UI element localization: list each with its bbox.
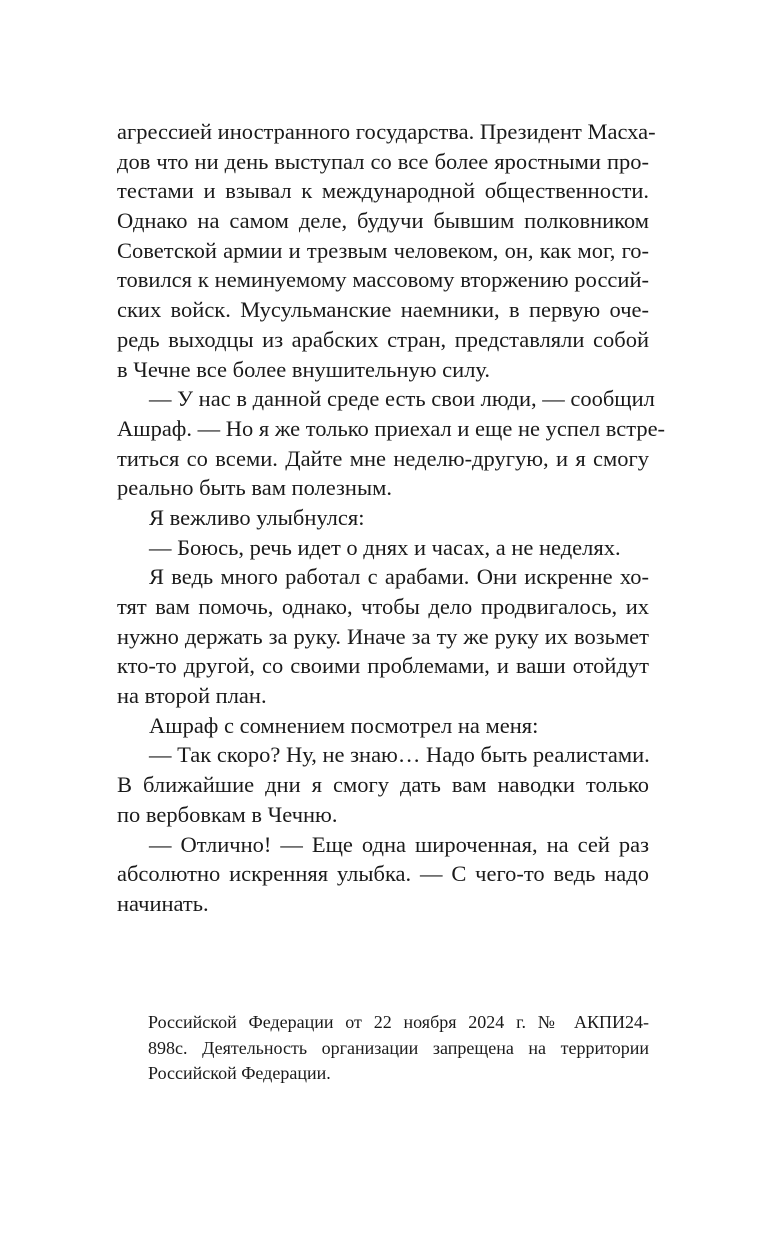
main-text	[117, 117, 666, 919]
text-line: Я ведь много работал с арабами. Они искренне хо-	[149, 564, 649, 590]
text-line: В ближайшие дни я смогу дать вам наводки только	[117, 772, 649, 798]
text-line: абсолютно искренняя улыбка. — С чего-то ведь надо	[117, 861, 649, 887]
text-line: Ашраф с сомнением посмотрел на меня:	[149, 712, 539, 738]
text-line: титься со всеми. Дайте мне неделю-другую, и я смогу	[117, 445, 649, 471]
footnote-line: Российской Федерации.	[148, 1063, 331, 1083]
footnote-line: 898с. Деятельность организации запрещена на территории	[148, 1037, 649, 1058]
text-line: товился к неминуемому массовому вторжению россий-	[117, 267, 649, 293]
text-line: — Боюсь, речь идет о днях и часах, а не неделях.	[149, 534, 621, 560]
footnote-line: Российской Федерации от 22 ноября 2024 г. № АКПИ24-	[148, 1012, 649, 1032]
text-line: Советской армии и трезвым человеком, он, как мог, го-	[117, 237, 649, 263]
text-line: на второй план.	[117, 683, 267, 709]
text-line: дов что ни день выступал со все более яростными про-	[117, 148, 649, 174]
text-line: кто-то другой, со своими проблемами, и ваши отойдут	[117, 653, 649, 679]
text-line: редь выходцы из арабских стран, представляли собой	[117, 326, 649, 352]
text-line: нужно держать за руку. Иначе за ту же руку их возьмет	[117, 623, 649, 649]
text-line: агрессией иностранного государства. Президент Масха-	[117, 119, 656, 144]
text-line: по вербовкам в Чечню.	[117, 801, 338, 827]
text-line: Ашраф. — Но я же только приехал и еще не успел встре-	[117, 415, 666, 441]
text-line: — Отлично! — Еще одна широченная, на сей раз	[149, 831, 649, 857]
footnote	[148, 1010, 649, 1087]
text-line: тестами и взывал к международной общественности.	[117, 178, 649, 204]
text-line: начинать.	[117, 890, 209, 916]
text-line: реально быть вам полезным.	[117, 475, 392, 501]
text-line: Однако на самом деле, будучи бывшим полковником	[117, 208, 649, 234]
text-line: в Чечне все более внушительную силу.	[117, 356, 491, 382]
text-line: — У нас в данной среде есть свои люди, — сообщил	[149, 386, 655, 412]
text-line: тят вам помочь, однако, чтобы дело продвигалось, их	[117, 594, 649, 619]
text-line: ских войск. Мусульманские наемники, в первую оче-	[117, 297, 649, 323]
text-line: Я вежливо улыбнулся:	[149, 504, 365, 530]
text-line: — Так скоро? Ну, не знаю… Надо быть реалистами.	[149, 742, 650, 768]
